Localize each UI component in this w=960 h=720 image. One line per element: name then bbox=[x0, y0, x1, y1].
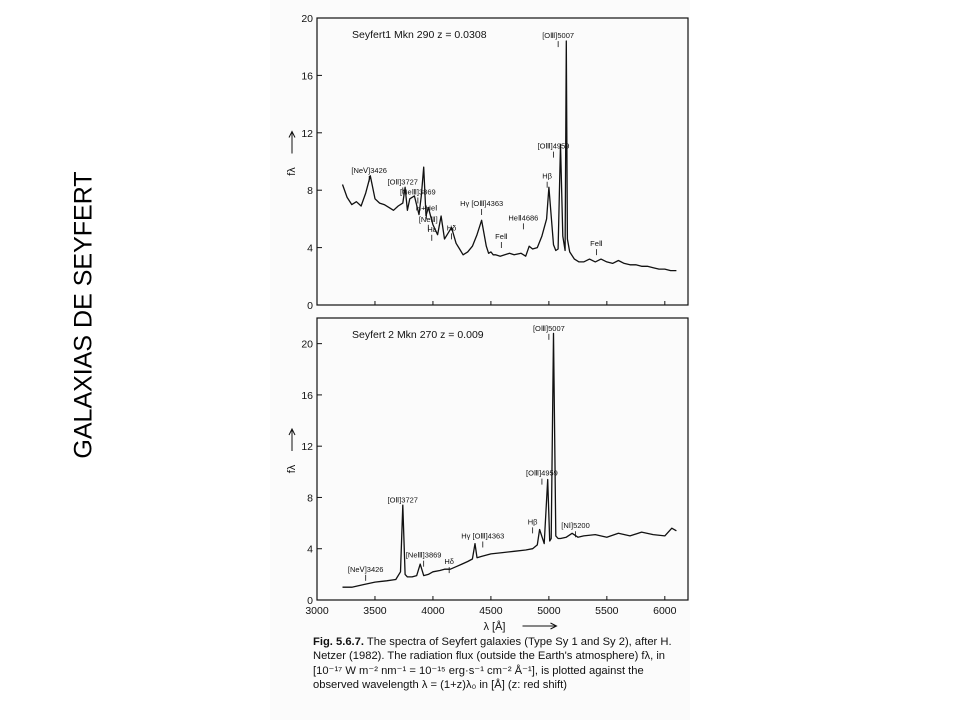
blank-margin bbox=[690, 0, 960, 720]
annotation-label: Hδ bbox=[444, 557, 454, 567]
y-tick-label: 0 bbox=[307, 595, 313, 607]
annotation-label: Hγ [OⅢ]4363 bbox=[461, 531, 505, 541]
annotation-label: [OⅢ]4959 bbox=[525, 468, 558, 478]
y-tick-label: 16 bbox=[301, 70, 313, 83]
annotation-label: Hδ bbox=[446, 223, 457, 233]
annotation-label: Hβ bbox=[527, 517, 538, 527]
y-tick-label: 12 bbox=[301, 127, 313, 140]
spectrum-line bbox=[343, 41, 677, 271]
side-title bbox=[28, 130, 108, 500]
plot-frame bbox=[317, 318, 688, 600]
annotation-label: H+HeⅠ bbox=[415, 203, 438, 213]
annotation-label: [OⅡ]3727 bbox=[387, 177, 418, 187]
annotation-label: [OⅢ]5007 bbox=[532, 323, 565, 333]
caption-text: The spectra of Seyfert galaxies (Type Sy 1 and Sy 2), after H. Netzer (1982). The radiation flux (outside the Earth's atmosphere) fλ, in [10⁻¹⁷ W m⁻² nm⁻¹ = 10⁻¹⁵ erg·s⁻¹ cm⁻² Å⁻¹], is plotted against the observed wavelength λ = (1+z)λ₀ in [Å] (z: red shift) bbox=[313, 636, 672, 691]
annotation-label: Hε bbox=[427, 224, 437, 234]
x-tick-label: 3500 bbox=[363, 605, 387, 617]
y-tick-label: 12 bbox=[301, 441, 313, 454]
annotation-label: HeⅡ4686 bbox=[508, 213, 539, 223]
caption-label: Fig. 5.6.7. bbox=[313, 636, 364, 648]
figure-caption bbox=[313, 635, 683, 692]
chart-title: Seyfert1 Mkn 290 z = 0.0308 bbox=[352, 29, 487, 41]
annotation-label: [NeⅢ] bbox=[418, 214, 438, 224]
x-tick-label: 5500 bbox=[595, 605, 619, 617]
annotation-label: FeⅡ bbox=[495, 231, 508, 241]
y-tick-label: 4 bbox=[307, 242, 313, 255]
annotation-label: [OⅡ]3727 bbox=[387, 495, 418, 505]
x-tick-label: 4000 bbox=[421, 605, 445, 617]
y-tick-label: 20 bbox=[301, 13, 313, 25]
y-tick-label: 8 bbox=[307, 185, 313, 198]
annotation-label: [NeⅢ]3869 bbox=[400, 187, 436, 197]
y-tick-label: 16 bbox=[301, 389, 313, 402]
annotation-label: [NeⅢ]3869 bbox=[405, 550, 442, 560]
spectrum-line bbox=[343, 333, 677, 587]
annotation-label: FeⅡ bbox=[590, 239, 603, 249]
annotation-label: Hβ bbox=[542, 171, 553, 181]
side-title-text: GALAXIAS DE SEYFERT bbox=[69, 171, 98, 459]
annotation-label: [OⅢ]5007 bbox=[542, 31, 575, 41]
annotation-label: [OⅢ]4959 bbox=[537, 141, 570, 151]
chart-seyfert1 bbox=[270, 0, 690, 320]
x-tick-label: 6000 bbox=[653, 605, 677, 617]
x-tick-label: 5000 bbox=[537, 605, 561, 617]
annotation-label: [NeⅤ]3426 bbox=[347, 564, 384, 574]
y-tick-label: 8 bbox=[307, 492, 313, 505]
chart-seyfert2 bbox=[270, 310, 690, 640]
chart-title: Seyfert 2 Mkn 270 z = 0.009 bbox=[352, 329, 484, 341]
annotation-label: [NⅠ]5200 bbox=[561, 521, 590, 531]
plot-frame bbox=[317, 18, 688, 305]
x-axis-label: λ [Å] bbox=[483, 621, 506, 633]
y-tick-label: 0 bbox=[307, 300, 313, 312]
y-tick-label: 20 bbox=[301, 338, 313, 351]
x-tick-label: 4500 bbox=[479, 605, 503, 617]
y-axis-label: fλ bbox=[286, 167, 298, 176]
annotation-label: [NeⅤ]3426 bbox=[351, 165, 387, 175]
annotation-label: Hγ [OⅢ]4363 bbox=[460, 198, 504, 208]
y-tick-label: 4 bbox=[307, 543, 313, 556]
y-axis-label: fλ bbox=[286, 464, 298, 474]
x-tick-label: 3000 bbox=[305, 605, 329, 617]
